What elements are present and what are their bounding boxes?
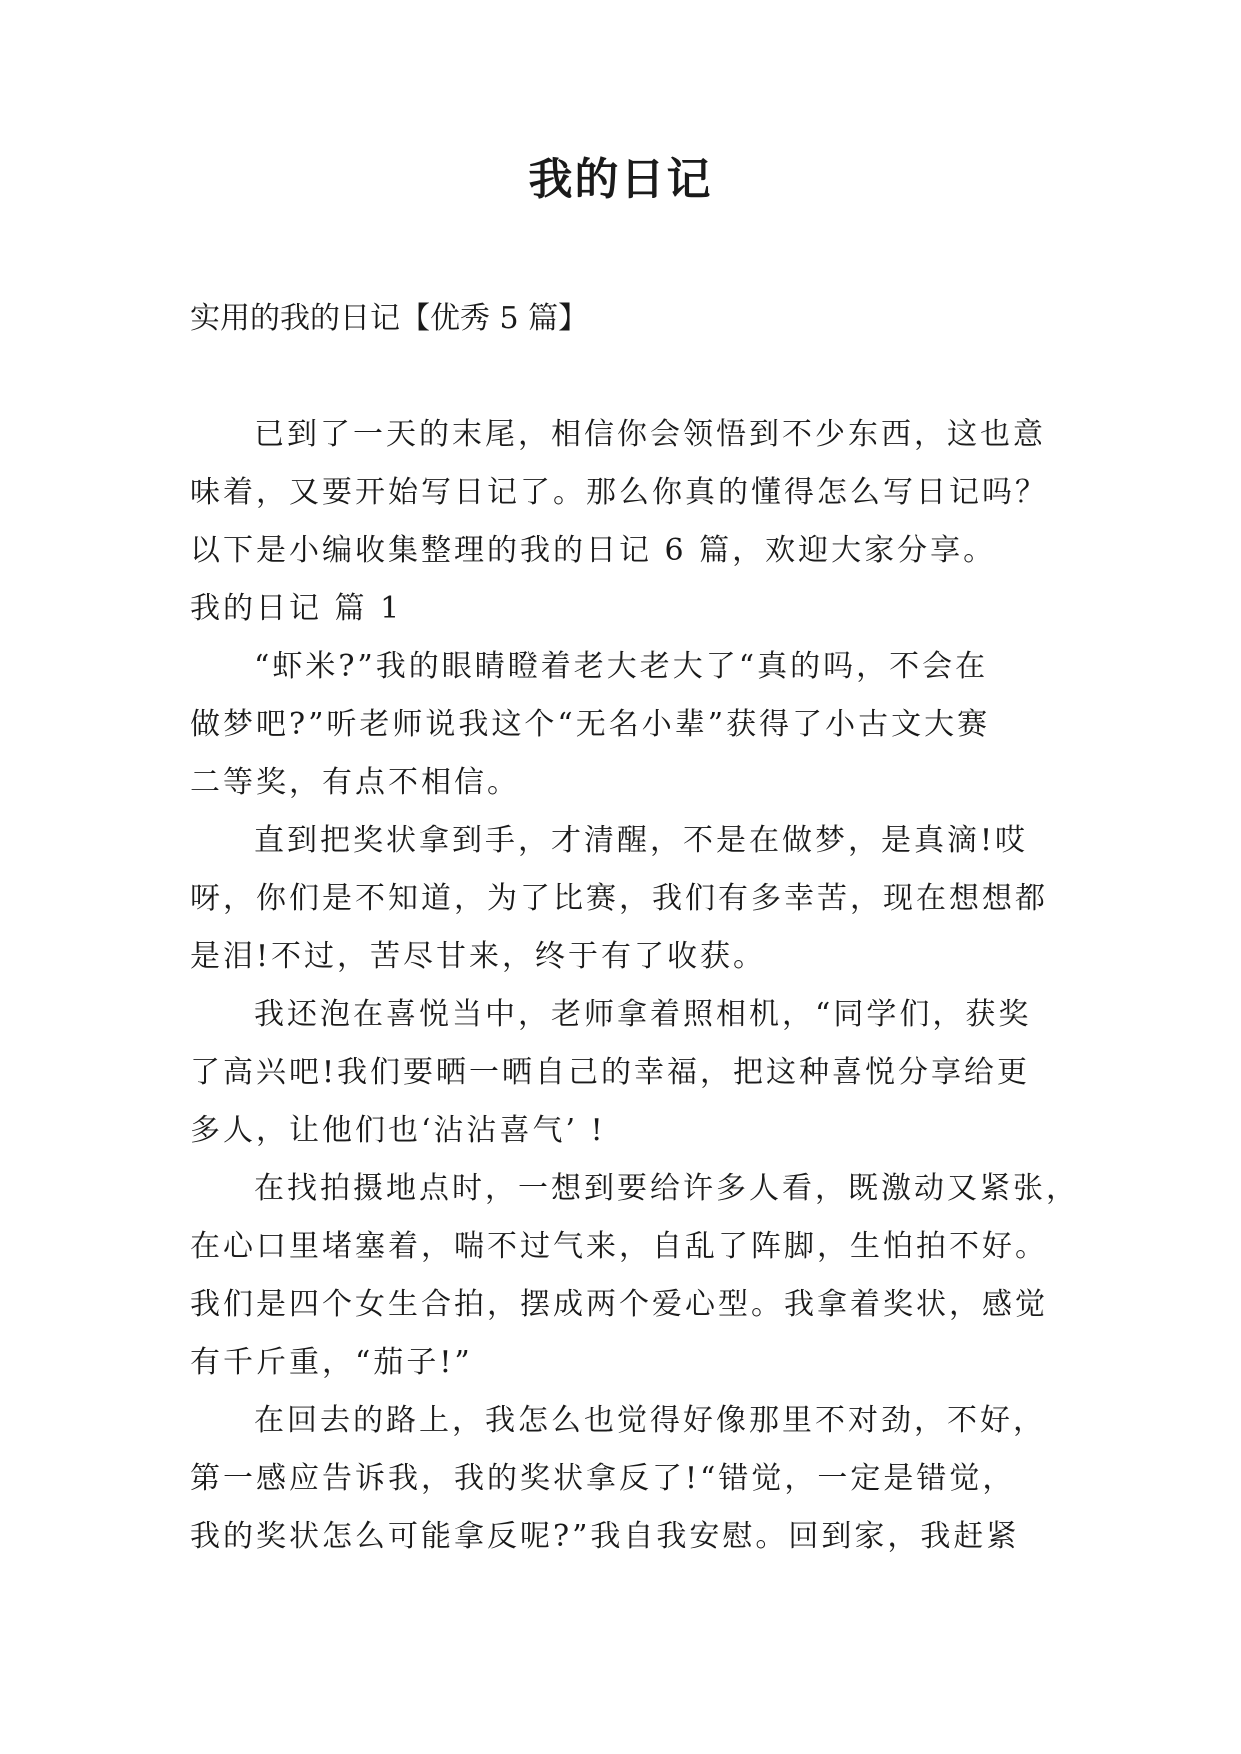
text-line: 以下是小编收集整理的我的日记 6 篇，欢迎大家分享。 — [190, 533, 997, 568]
document-body — [190, 290, 1079, 1566]
text-line: 我的奖状怎么可能拿反呢?”我自我安慰。回到家，我赶紧 — [190, 1519, 1020, 1554]
paragraph-lines — [190, 406, 1079, 1566]
text-line: 有千斤重，“茄子!” — [190, 1345, 473, 1380]
text-line: 我还泡在喜悦当中，老师拿着照相机，“同学们，获奖 — [254, 997, 1032, 1032]
text-line: 多人，让他们也‘沾沾喜气’ ! — [190, 1113, 606, 1148]
text-line: 了高兴吧!我们要晒一晒自己的幸福，把这种喜悦分享给更 — [190, 1055, 1031, 1090]
text-line: 我的日记 篇 1 — [190, 591, 403, 626]
text-line: 第一感应告诉我，我的奖状拿反了!“错觉，一定是错觉， — [190, 1461, 1016, 1496]
text-line: 在回去的路上，我怎么也觉得好像那里不对劲，不好， — [254, 1403, 1046, 1438]
text-line: 做梦吧?”听老师说我这个“无名小辈”获得了小古文大赛 — [190, 707, 991, 742]
text-line: “虾米?”我的眼睛瞪着老大老大了“真的吗，不会在 — [254, 649, 989, 684]
text-line: 在心口里堵塞着，喘不过气来，自乱了阵脚，生怕拍不好。 — [190, 1229, 1048, 1264]
text-line: 在找拍摄地点时，一想到要给许多人看，既激动又紧张， — [254, 1171, 1079, 1206]
text-line: 呀，你们是不知道，为了比赛，我们有多幸苦，现在想想都 — [190, 881, 1048, 916]
text-line: 二等奖，有点不相信。 — [190, 765, 520, 800]
text-line: 我们是四个女生合拍，摆成两个爱心型。我拿着奖状，感觉 — [190, 1287, 1048, 1322]
document-subtitle: 实用的我的日记【优秀 5 篇】 — [190, 301, 589, 336]
text-line: 直到把奖状拿到手，才清醒，不是在做梦，是真滴!哎 — [254, 823, 1029, 858]
text-line: 是泪!不过，苦尽甘来，终于有了收获。 — [190, 939, 767, 974]
document-title: 我的日记 — [528, 154, 713, 205]
text-line: 已到了一天的末尾，相信你会领悟到不少东西，这也意 — [254, 417, 1046, 452]
text-line: 味着，又要开始写日记了。那么你真的懂得怎么写日记吗？ — [190, 475, 1048, 510]
